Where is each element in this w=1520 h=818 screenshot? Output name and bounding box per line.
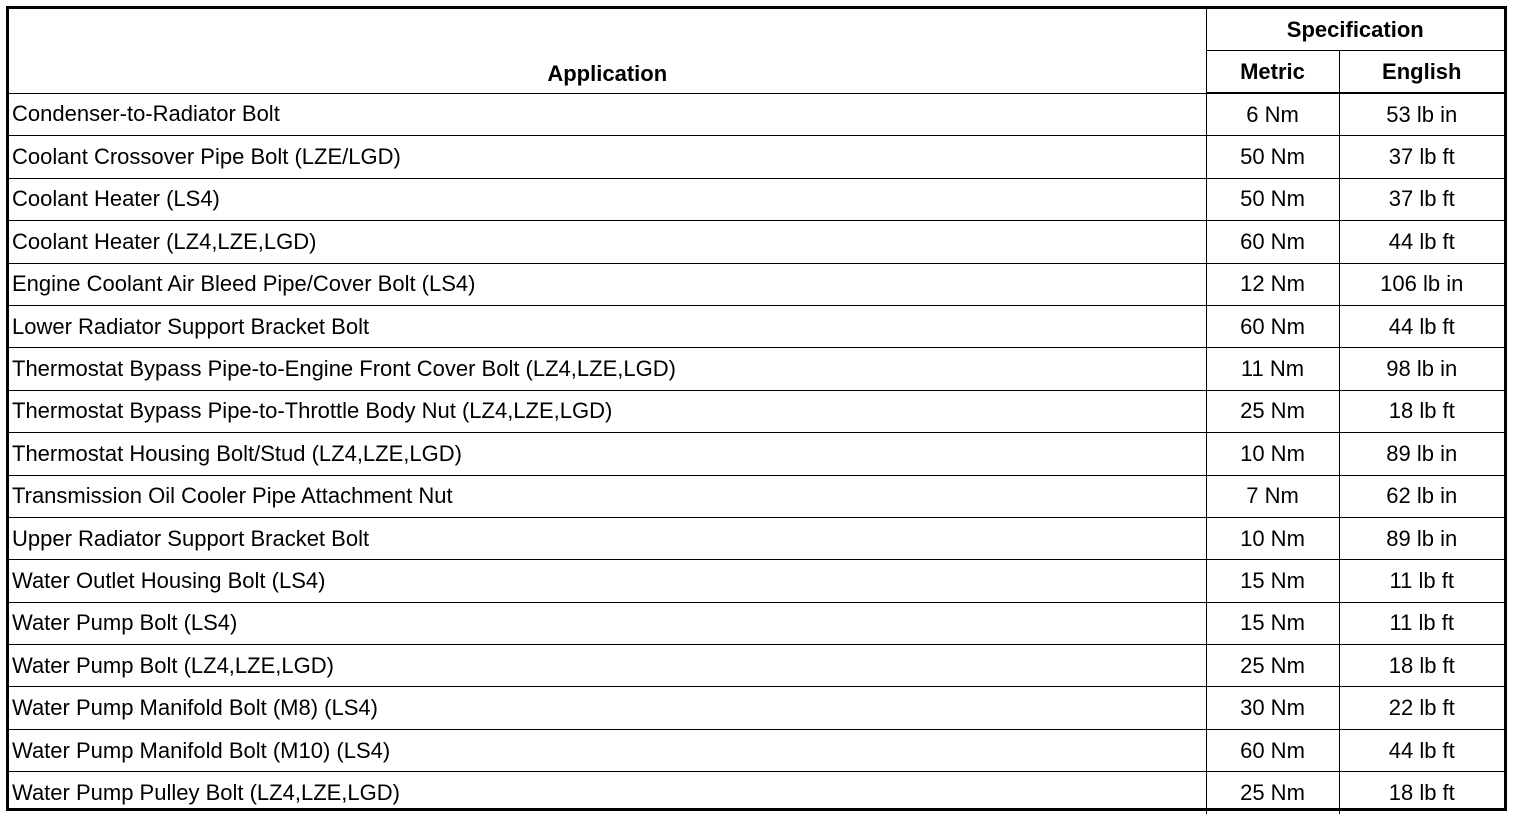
- application-cell: Upper Radiator Support Bracket Bolt: [9, 517, 1206, 559]
- metric-cell: 6 Nm: [1206, 93, 1339, 136]
- application-cell: Water Outlet Housing Bolt (LS4): [9, 560, 1206, 602]
- english-cell: 89 lb in: [1339, 517, 1504, 559]
- english-column-header: English: [1339, 51, 1504, 94]
- metric-cell: 25 Nm: [1206, 390, 1339, 432]
- application-cell: Coolant Crossover Pipe Bolt (LZE/LGD): [9, 136, 1206, 178]
- table-row: [9, 772, 1504, 814]
- table-row: [9, 348, 1504, 390]
- english-cell: 44 lb ft: [1339, 305, 1504, 347]
- application-cell: Coolant Heater (LZ4,LZE,LGD): [9, 221, 1206, 263]
- table-row: [9, 475, 1504, 517]
- metric-cell: 30 Nm: [1206, 687, 1339, 729]
- application-column-header: Application: [9, 9, 1206, 93]
- application-cell: Lower Radiator Support Bracket Bolt: [9, 305, 1206, 347]
- english-cell: 37 lb ft: [1339, 178, 1504, 220]
- table-row: [9, 263, 1504, 305]
- application-cell: Water Pump Pulley Bolt (LZ4,LZE,LGD): [9, 772, 1206, 814]
- metric-cell: 11 Nm: [1206, 348, 1339, 390]
- fastener-torque-table: [9, 9, 1504, 814]
- header-row-top: [9, 9, 1504, 51]
- metric-cell: 10 Nm: [1206, 517, 1339, 559]
- metric-cell: 60 Nm: [1206, 729, 1339, 771]
- metric-cell: 12 Nm: [1206, 263, 1339, 305]
- metric-cell: 60 Nm: [1206, 305, 1339, 347]
- english-cell: 106 lb in: [1339, 263, 1504, 305]
- application-cell: Thermostat Bypass Pipe-to-Engine Front Cover Bolt (LZ4,LZE,LGD): [9, 348, 1206, 390]
- table-row: [9, 178, 1504, 220]
- english-cell: 11 lb ft: [1339, 560, 1504, 602]
- english-cell: 18 lb ft: [1339, 390, 1504, 432]
- application-cell: Water Pump Manifold Bolt (M10) (LS4): [9, 729, 1206, 771]
- english-cell: 11 lb ft: [1339, 602, 1504, 644]
- english-cell: 22 lb ft: [1339, 687, 1504, 729]
- english-cell: 62 lb in: [1339, 475, 1504, 517]
- table-row: [9, 517, 1504, 559]
- english-cell: 18 lb ft: [1339, 772, 1504, 814]
- application-cell: Engine Coolant Air Bleed Pipe/Cover Bolt (LS4): [9, 263, 1206, 305]
- application-cell: Water Pump Bolt (LZ4,LZE,LGD): [9, 645, 1206, 687]
- application-cell: Water Pump Bolt (LS4): [9, 602, 1206, 644]
- application-cell: Condenser-to-Radiator Bolt: [9, 93, 1206, 136]
- table-row: [9, 136, 1504, 178]
- table-body: [9, 93, 1504, 814]
- table-row: [9, 687, 1504, 729]
- english-cell: 18 lb ft: [1339, 645, 1504, 687]
- specification-column-header: Specification: [1206, 9, 1504, 51]
- english-cell: 53 lb in: [1339, 93, 1504, 136]
- application-cell: Coolant Heater (LS4): [9, 178, 1206, 220]
- table-row: [9, 560, 1504, 602]
- application-cell: Thermostat Housing Bolt/Stud (LZ4,LZE,LGD): [9, 433, 1206, 475]
- specification-table-frame: [6, 6, 1507, 811]
- metric-cell: 60 Nm: [1206, 221, 1339, 263]
- table-row: [9, 729, 1504, 771]
- english-cell: 98 lb in: [1339, 348, 1504, 390]
- table-row: [9, 390, 1504, 432]
- metric-column-header: Metric: [1206, 51, 1339, 94]
- english-cell: 37 lb ft: [1339, 136, 1504, 178]
- metric-cell: 10 Nm: [1206, 433, 1339, 475]
- table-row: [9, 305, 1504, 347]
- table-row: [9, 602, 1504, 644]
- metric-cell: 25 Nm: [1206, 772, 1339, 814]
- english-cell: 89 lb in: [1339, 433, 1504, 475]
- metric-cell: 15 Nm: [1206, 602, 1339, 644]
- application-cell: Transmission Oil Cooler Pipe Attachment Nut: [9, 475, 1206, 517]
- application-cell: Thermostat Bypass Pipe-to-Throttle Body Nut (LZ4,LZE,LGD): [9, 390, 1206, 432]
- metric-cell: 7 Nm: [1206, 475, 1339, 517]
- application-cell: Water Pump Manifold Bolt (M8) (LS4): [9, 687, 1206, 729]
- table-row: [9, 93, 1504, 136]
- table-row: [9, 433, 1504, 475]
- metric-cell: 15 Nm: [1206, 560, 1339, 602]
- english-cell: 44 lb ft: [1339, 729, 1504, 771]
- english-cell: 44 lb ft: [1339, 221, 1504, 263]
- table-row: [9, 645, 1504, 687]
- metric-cell: 50 Nm: [1206, 136, 1339, 178]
- metric-cell: 50 Nm: [1206, 178, 1339, 220]
- table-row: [9, 221, 1504, 263]
- metric-cell: 25 Nm: [1206, 645, 1339, 687]
